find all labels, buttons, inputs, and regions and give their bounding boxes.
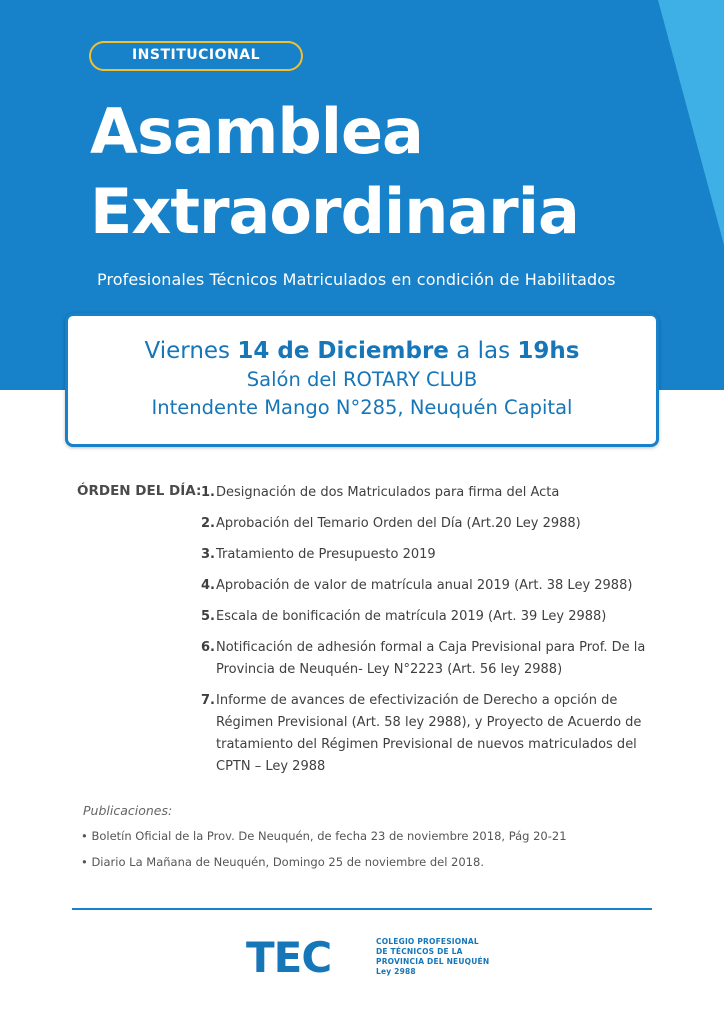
publication-item: • Diario La Mañana de Neuquén, Domingo 25 de noviembre del 2018.	[81, 855, 484, 869]
agenda-item-text: Designación de dos Matriculados para firma del Acta	[216, 485, 560, 500]
category-badge: INSTITUCIONAL	[89, 41, 303, 71]
agenda-item	[201, 690, 671, 778]
agenda-item-text: Notificación de adhesión formal a Caja Previsional para Prof. De la Provincia de Neuquén- Ley N°2223 (Art. 56 ley 2988)	[216, 640, 646, 677]
page-title	[90, 92, 579, 252]
org-line: Ley 2988	[376, 967, 416, 976]
subtitle: Profesionales Técnicos Matriculados en condición de Habilitados	[97, 270, 616, 289]
publication-text: Boletín Oficial de la Prov. De Neuquén, de fecha 23 de noviembre 2018, Pág 20-21	[91, 829, 567, 843]
agenda-item-text: Aprobación de valor de matrícula anual 2019 (Art. 38 Ley 2988)	[216, 578, 633, 593]
publication-text: Diario La Mañana de Neuquén, Domingo 25 de noviembre del 2018.	[91, 855, 484, 869]
agenda-item	[201, 606, 671, 628]
event-address: Intendente Mango N°285, Neuquén Capital	[151, 396, 573, 419]
agenda-item-number: 2.	[201, 516, 215, 531]
agenda-item-text: Tratamiento de Presupuesto 2019	[216, 547, 436, 562]
event-day-name: Viernes	[144, 338, 231, 364]
org-line: COLEGIO PROFESIONAL	[376, 937, 479, 946]
event-time-connector: a las	[456, 338, 511, 364]
agenda-item-number: 1.	[201, 485, 215, 500]
publications-list	[81, 828, 567, 880]
agenda-item-number: 3.	[201, 547, 215, 562]
title-line-1: Asamblea	[90, 95, 423, 168]
agenda-item-text: Escala de bonificación de matrícula 2019 (Art. 39 Ley 2988)	[216, 609, 607, 624]
tec-logo-text: TEC	[246, 934, 332, 978]
event-time: 19hs	[517, 338, 580, 364]
agenda-item-text: Aprobación del Temario Orden del Día (Art.20 Ley 2988)	[216, 516, 581, 531]
org-line: DE TÉCNICOS DE LA	[376, 947, 463, 956]
agenda-item-number: 4.	[201, 578, 215, 593]
event-date-line	[68, 336, 656, 366]
agenda-item-number: 6.	[201, 640, 215, 655]
org-line: PROVINCIA DEL NEUQUÉN	[376, 957, 490, 966]
agenda-item-number: 7.	[201, 693, 215, 708]
agenda-item	[201, 575, 671, 597]
tec-logo	[246, 934, 368, 978]
organization-name	[376, 937, 489, 977]
agenda-item-number: 5.	[201, 609, 215, 624]
agenda-list	[201, 482, 671, 787]
event-info-box	[65, 313, 659, 447]
agenda-item	[201, 544, 671, 566]
publications-title: Publicaciones:	[83, 803, 173, 818]
event-venue: Salón del ROTARY CLUB	[246, 368, 478, 391]
publication-item: • Boletín Oficial de la Prov. De Neuquén, de fecha 23 de noviembre 2018, Pág 20-21	[81, 829, 567, 843]
footer-divider	[72, 908, 652, 910]
title-line-2: Extraordinaria	[90, 175, 579, 248]
agenda-item	[201, 513, 671, 535]
agenda-item	[201, 637, 671, 681]
event-date: 14 de Diciembre	[237, 338, 449, 364]
agenda-item-text: Informe de avances de efectivización de Derecho a opción de Régimen Previsional (Art. 58 ley 2988), y Proyecto de Acuerdo de tratamiento del Régimen Previsional de nuevos matriculados del CPTN – Ley 2988	[216, 693, 642, 774]
agenda-label: ÓRDEN DEL DÍA:	[77, 483, 202, 499]
agenda-item	[201, 482, 671, 504]
